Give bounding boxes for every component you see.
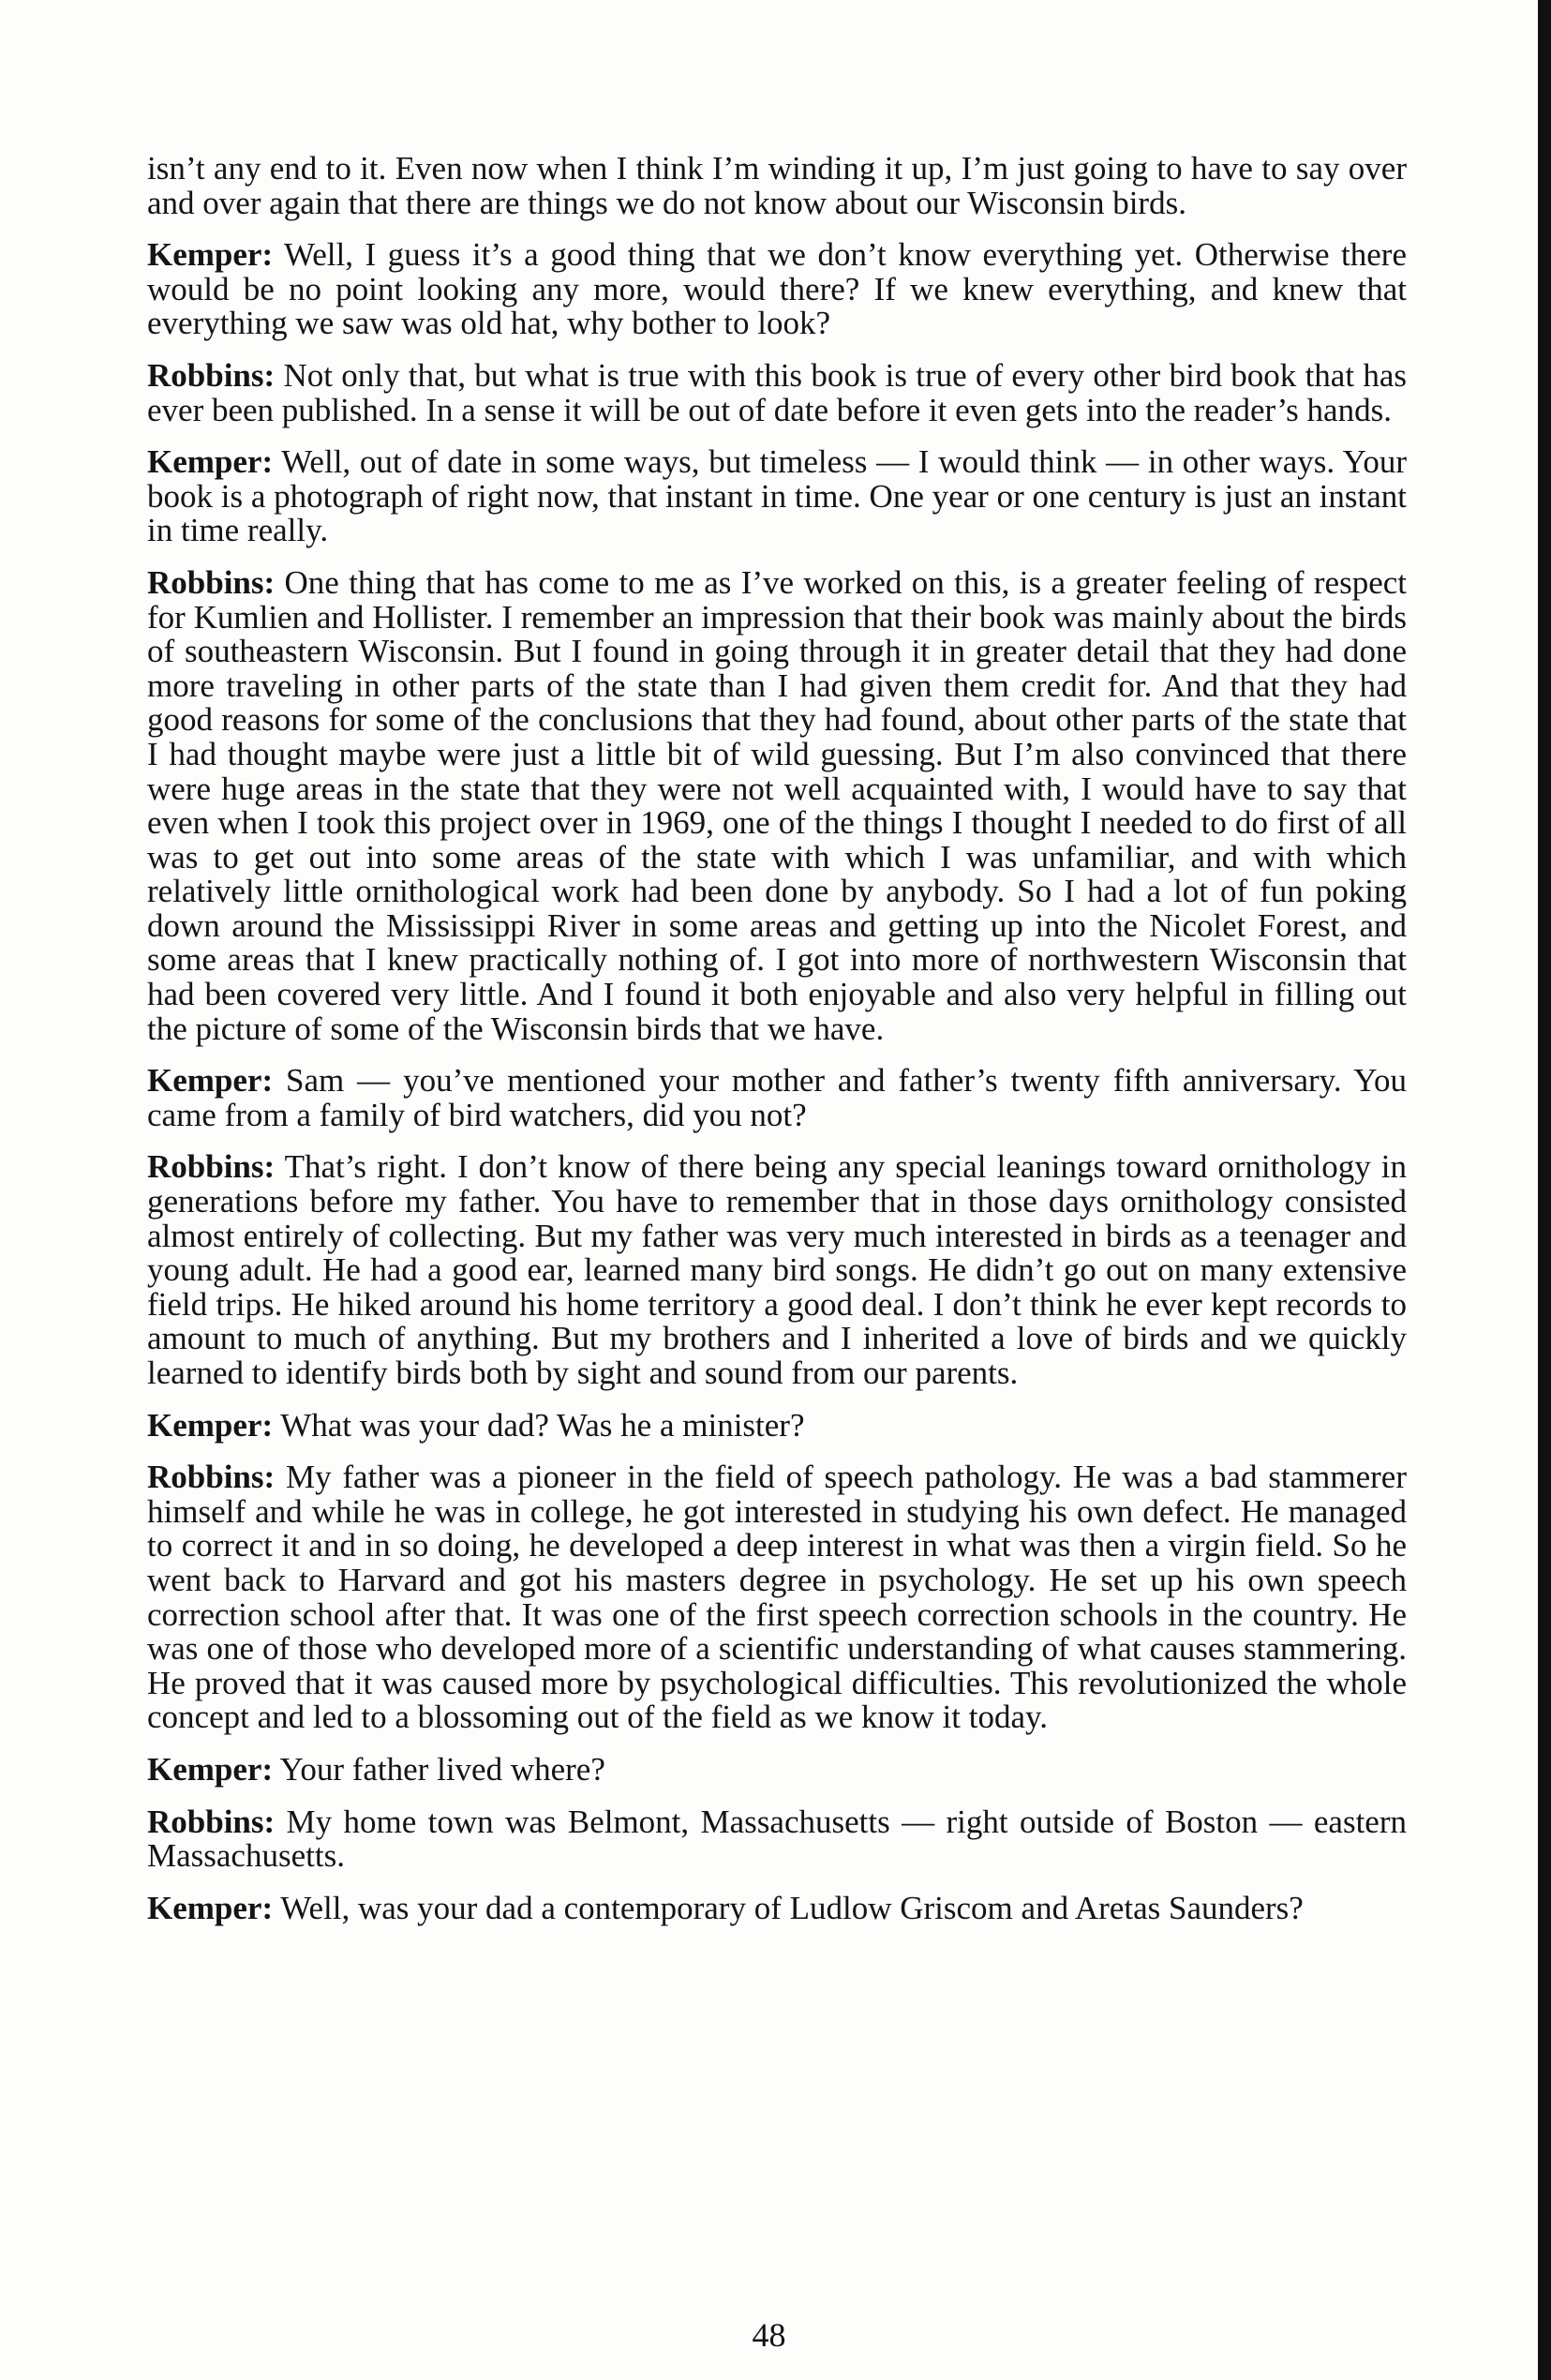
paragraph: Kemper: Sam — you’ve mentioned your mother and father’s twenty fifth anniversary. You came from a family of bird watchers, did you not? <box>147 1062 1407 1133</box>
speaker-label: Robbins: <box>147 563 276 601</box>
paragraph: Kemper: Well, was your dad a contemporary of Ludlow Griscom and Aretas Saunders? <box>147 1889 1304 1926</box>
paragraph: Kemper: Your father lived where? <box>147 1750 605 1788</box>
paragraph: Robbins: My father was a pioneer in the field of speech pathology. He was a bad stammerer himself and while he was in college, he got interested in studying his own defect. He managed to correct it and in so doing, he developed a deep interest in what was then a virgin field. So he went back to Harvard and got his masters degree in psychology. He set up his own speech correction school after that. It was one of the first speech correction schools in the country. He was one of those who developed more of a scientific understanding of what causes stammering. He proved that it was caused more by psychological difficulties. This revolutionized the whole concept and led to a blossoming out of the field as we know it today. <box>147 1459 1407 1736</box>
paragraph: Robbins: One thing that has come to me as I’ve worked on this, is a greater feeling of respect for Kumlien and Hollister. I remember an impression that their book was mainly about the birds of southeastern Wisconsin. But I found in going through it in greater detail that they had done more traveling in other parts of the state than I had given them credit for. And that they had good reasons for some of the conclusions that they had found, about other parts of the state that I had thought maybe were just a little bit of wild guessing. But I’m also convinced that there were huge areas in the state that they were not well acquainted with, I would have to say that even when I took this project over in 1969, one of the things I thought I needed to do first of all was to get out into some areas of the state with which I was unfamiliar, and with which relatively little ornithological work had been done by anybody. So I had a lot of fun poking down around the Mississippi River in some areas and getting up into the Nicolet Forest, and some areas that I knew practically nothing of. I got into more of northwestern Wisconsin that had been covered very little. And I found it both enjoyable and also very helpful in filling out the picture of some of the Wisconsin birds that we have. <box>147 563 1407 1047</box>
paragraph: Kemper: What was your dad? Was he a minister? <box>147 1406 805 1444</box>
speaker-label: Kemper: <box>147 443 274 481</box>
paragraph: isn’t any end to it. Even now when I think I’m winding it up, I’m just going to have to say over and over again that there are things we do not know about our Wisconsin birds. <box>147 150 1407 221</box>
speaker-label: Kemper: <box>147 236 274 274</box>
paragraph: Robbins: My home town was Belmont, Massachusetts — right outside of Boston — eastern Massachusetts. <box>147 1803 1407 1875</box>
paragraph: Kemper: Well, out of date in some ways, but timeless — I would think — in other ways. Your book is a photograph of right now, that instant in time. One year or one century is just an instant in time really. <box>147 443 1407 549</box>
paragraph: Robbins: Not only that, but what is true with this book is true of every other bird book that has ever been published. In a sense it will be out of date before it even gets into the reader’s hands. <box>147 356 1407 428</box>
interview-text <box>147 152 1407 1943</box>
speaker-label: Kemper: <box>147 1889 274 1926</box>
speaker-label: Kemper: <box>147 1750 274 1788</box>
paragraph: Kemper: Well, I guess it’s a good thing that we don’t know everything yet. Otherwise there would be no point looking any more, would there? If we knew everything, and knew that everything we saw was old hat, why bother to look? <box>147 236 1407 342</box>
speaker-label: Robbins: <box>147 1148 276 1186</box>
speaker-label: Robbins: <box>147 1459 276 1496</box>
speaker-label: Kemper: <box>147 1406 274 1444</box>
speaker-label: Robbins: <box>147 356 276 394</box>
speaker-label: Robbins: <box>147 1803 276 1840</box>
page-number: 48 <box>752 2316 786 2354</box>
paragraph: Robbins: That’s right. I don’t know of there being any special leanings toward ornithology in generations before my father. You have to remember that in those days ornithology consisted almost entirely of collecting. But my father was very much interested in birds as a teenager and young adult. He had a good ear, learned many bird songs. He didn’t go out on many extensive field trips. He hiked around his home territory a good deal. I don’t think he ever kept records to amount to much of anything. But my brothers and I inherited a love of birds and we quickly learned to identify birds both by sight and sound from our parents. <box>147 1148 1407 1391</box>
speaker-label: Kemper: <box>147 1062 274 1100</box>
